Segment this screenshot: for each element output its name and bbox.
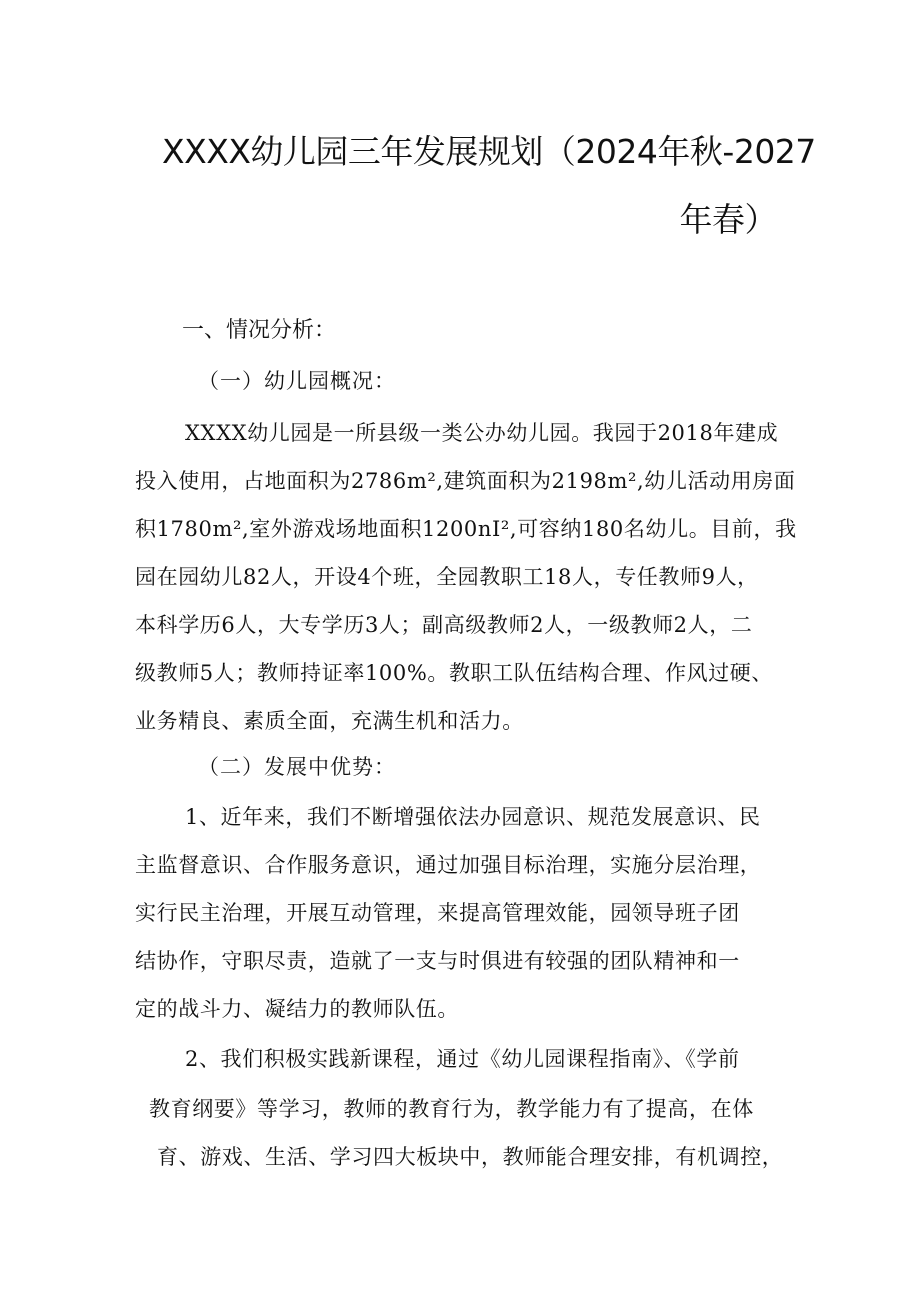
paragraph-line: 园在园幼儿82人，开设4个班，全园教职工18人，专任教师9人， xyxy=(135,565,759,589)
paragraph-line: 积1780m²,室外游戏场地面积1200nI²,可容纳180名幼儿。目前，我 xyxy=(135,517,797,541)
document-title-line-2: 年春） xyxy=(679,200,777,239)
paragraph-line: 级教师5人；教师持证率100%。教职工队伍结构合理、作风过硬、 xyxy=(135,661,773,685)
paragraph-line: 教育纲要》等学习，教师的教育行为，教学能力有了提高，在体 xyxy=(149,1097,754,1121)
paragraph-line: 定的战斗力、凝结力的教师队伍。 xyxy=(135,997,459,1021)
paragraph-line: 本科学历6人，大专学历3人；副高级教师2人，一级教师2人，二 xyxy=(135,613,753,637)
paragraph-line: 业务精良、素质全面，充满生机和活力。 xyxy=(135,709,524,733)
paragraph-line: 2、我们积极实践新课程，通过《幼儿园课程指南》、《学前 xyxy=(185,1047,740,1071)
document-title-line-1: XXXX幼儿园三年发展规划（2024年秋-2027 xyxy=(162,132,816,171)
paragraph-line: 育、游戏、生活、学习四大板块中，教师能合理安排，有机调控， xyxy=(157,1145,784,1169)
paragraph-line: 1、近年来，我们不断增强依法办园意识、规范发展意识、民 xyxy=(185,805,761,829)
paragraph-line: XXXX幼儿园是一所县级一类公办幼儿园。我园于2018年建成 xyxy=(185,421,779,445)
paragraph-line: 投入使用，占地面积为2786m²,建筑面积为2198m²,幼儿活动用房面 xyxy=(135,469,796,493)
paragraph-line: 实行民主治理，开展互动管理，来提高管理效能，园领导班子团 xyxy=(135,901,740,925)
paragraph-line: 主监督意识、合作服务意识，通过加强目标治理，实施分层治理， xyxy=(135,853,762,877)
paragraph-line: 结协作，守职尽责，造就了一支与时俱进有较强的团队精神和一 xyxy=(135,949,740,973)
section-heading-situation-analysis: 一、情况分析： xyxy=(182,318,337,343)
subsection-heading-advantages: （二）发展中优势： xyxy=(198,755,396,779)
subsection-heading-overview: （一）幼儿园概况： xyxy=(198,369,396,393)
